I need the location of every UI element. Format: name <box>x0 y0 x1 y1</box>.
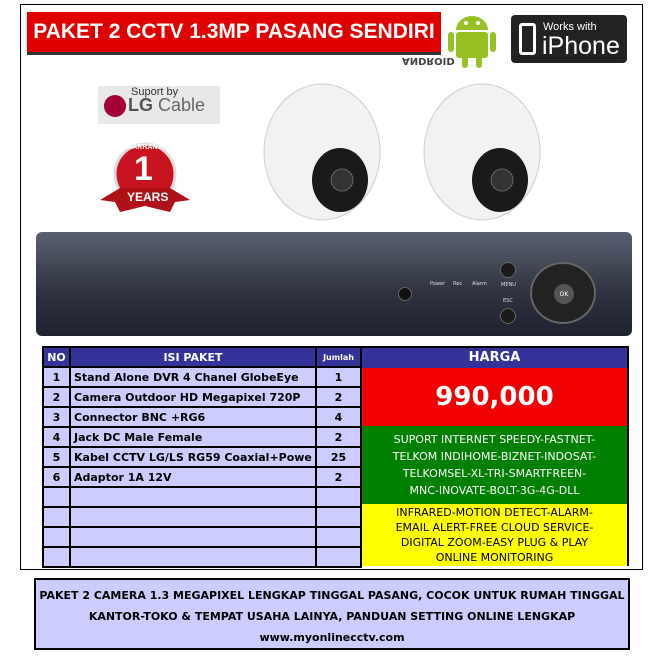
cell-no: 6 <box>43 467 70 487</box>
esc-button <box>500 308 516 324</box>
cell-qty <box>316 507 361 527</box>
support-line: TELKOMSEL-XL-TRI-SMARTFREEN- <box>402 467 587 480</box>
cell-qty: 2 <box>316 467 361 487</box>
table-row <box>43 507 361 527</box>
table-header <box>43 347 361 367</box>
works-with-text: Works with <box>543 21 597 33</box>
cell-item <box>70 487 316 507</box>
cell-item <box>70 527 316 547</box>
cell-no <box>43 487 70 507</box>
support-line: MNC-INOVATE-BOLT-3G-4G-DLL <box>409 484 580 497</box>
warranty-text: WARRANTY <box>126 144 167 151</box>
esc-label: ESC <box>503 298 513 304</box>
support-line: SUPORT INTERNET SPEEDY-FASTNET- <box>393 433 596 446</box>
cell-no <box>43 547 70 567</box>
feature-line: EMAIL ALERT-FREE CLOUD SERVICE- <box>395 521 594 534</box>
feature-line: INFRARED-MOTION DETECT-ALARM- <box>396 506 593 519</box>
footer-description <box>34 578 630 650</box>
rec-label: Rec <box>453 281 463 287</box>
warranty-years-number: 1 <box>134 150 153 188</box>
internet-support-box <box>362 426 627 504</box>
cell-qty: 1 <box>316 367 361 387</box>
header-no: NO <box>43 347 70 367</box>
table-row <box>43 427 361 447</box>
dome-camera-image <box>262 82 382 222</box>
dpad-icon <box>530 262 596 324</box>
android-label: ANDROID <box>402 55 455 66</box>
cell-item: Adaptor 1A 12V <box>70 467 316 487</box>
support-by-text: Suport by <box>131 86 179 98</box>
footer-line: KANTOR-TOKO & TEMPAT USAHA LAINYA, PANDUAN SETTING ONLINE LENGKAP <box>88 610 576 623</box>
cell-item: Connector BNC +RG6 <box>70 407 316 427</box>
cell-item: Camera Outdoor HD Megapixel 720P <box>70 387 316 407</box>
cell-item: Jack DC Male Female <box>70 427 316 447</box>
feature-line: ONLINE MONITORING <box>435 551 554 564</box>
header-item: ISI PAKET <box>70 347 316 367</box>
phone-icon <box>519 23 536 55</box>
iphone-text: iPhone <box>542 32 620 60</box>
cell-item: Kabel CCTV LG/LS RG59 Coaxial+Powe <box>70 447 316 467</box>
table-row <box>43 447 361 467</box>
cell-item <box>70 507 316 527</box>
alarm-label: Alarm <box>472 281 487 287</box>
power-label: Power <box>430 281 446 287</box>
cell-qty: 2 <box>316 427 361 447</box>
footer-line: PAKET 2 CAMERA 1.3 MEGAPIXEL LENGKAP TINGGAL PASANG, COCOK UNTUK RUMAH TINGGAL <box>39 589 625 602</box>
cell-qty <box>316 547 361 567</box>
lg-cable-text <box>128 95 205 116</box>
table-row <box>43 487 361 507</box>
table-row <box>43 407 361 427</box>
table-row <box>43 467 361 487</box>
cell-no: 1 <box>43 367 70 387</box>
cell-item: Stand Alone DVR 4 Chanel GlobeEye <box>70 367 316 387</box>
warranty-badge <box>100 140 190 220</box>
menu-label: MENU <box>501 282 516 288</box>
cell-qty: 4 <box>316 407 361 427</box>
cell-qty: 25 <box>316 447 361 467</box>
cell-no: 2 <box>43 387 70 407</box>
cell-no: 3 <box>43 407 70 427</box>
cell-item <box>70 547 316 567</box>
features-box <box>362 504 627 566</box>
android-logo-icon <box>448 10 496 70</box>
lg-logo-icon <box>104 95 126 117</box>
cell-no <box>43 527 70 547</box>
table-row <box>43 387 361 407</box>
feature-line: DIGITAL ZOOM-EASY PLUG & PLAY <box>400 536 589 549</box>
product-title: PAKET 2 CCTV 1.3MP PASANG SENDIRI <box>27 12 441 52</box>
menu-button <box>500 262 516 278</box>
works-with-iphone-badge <box>511 15 627 63</box>
package-table <box>42 346 362 568</box>
years-text: YEARS <box>127 190 169 204</box>
cell-no: 5 <box>43 447 70 467</box>
cell-no: 4 <box>43 427 70 447</box>
table-row <box>43 547 361 567</box>
cell-qty <box>316 527 361 547</box>
cell-qty <box>316 487 361 507</box>
cable-text: Cable <box>158 95 206 115</box>
support-line: TELKOM INDIHOME-BIZNET-INDOSAT- <box>392 450 597 463</box>
price-panel <box>360 346 629 566</box>
table-row <box>43 367 361 387</box>
lg-brand: LG <box>128 95 153 115</box>
ok-button: OK <box>554 284 574 304</box>
dome-camera-image <box>422 82 542 222</box>
cell-no <box>43 507 70 527</box>
lg-cable-badge <box>98 86 220 124</box>
cell-qty: 2 <box>316 387 361 407</box>
dvr-port-icon <box>398 287 412 301</box>
table-row <box>43 527 361 547</box>
price-header: HARGA <box>362 348 627 368</box>
header-qty: Jumlah <box>316 347 361 367</box>
website-url: www.myonlinecctv.com <box>259 631 405 644</box>
price-value: 990,000 <box>362 368 627 426</box>
